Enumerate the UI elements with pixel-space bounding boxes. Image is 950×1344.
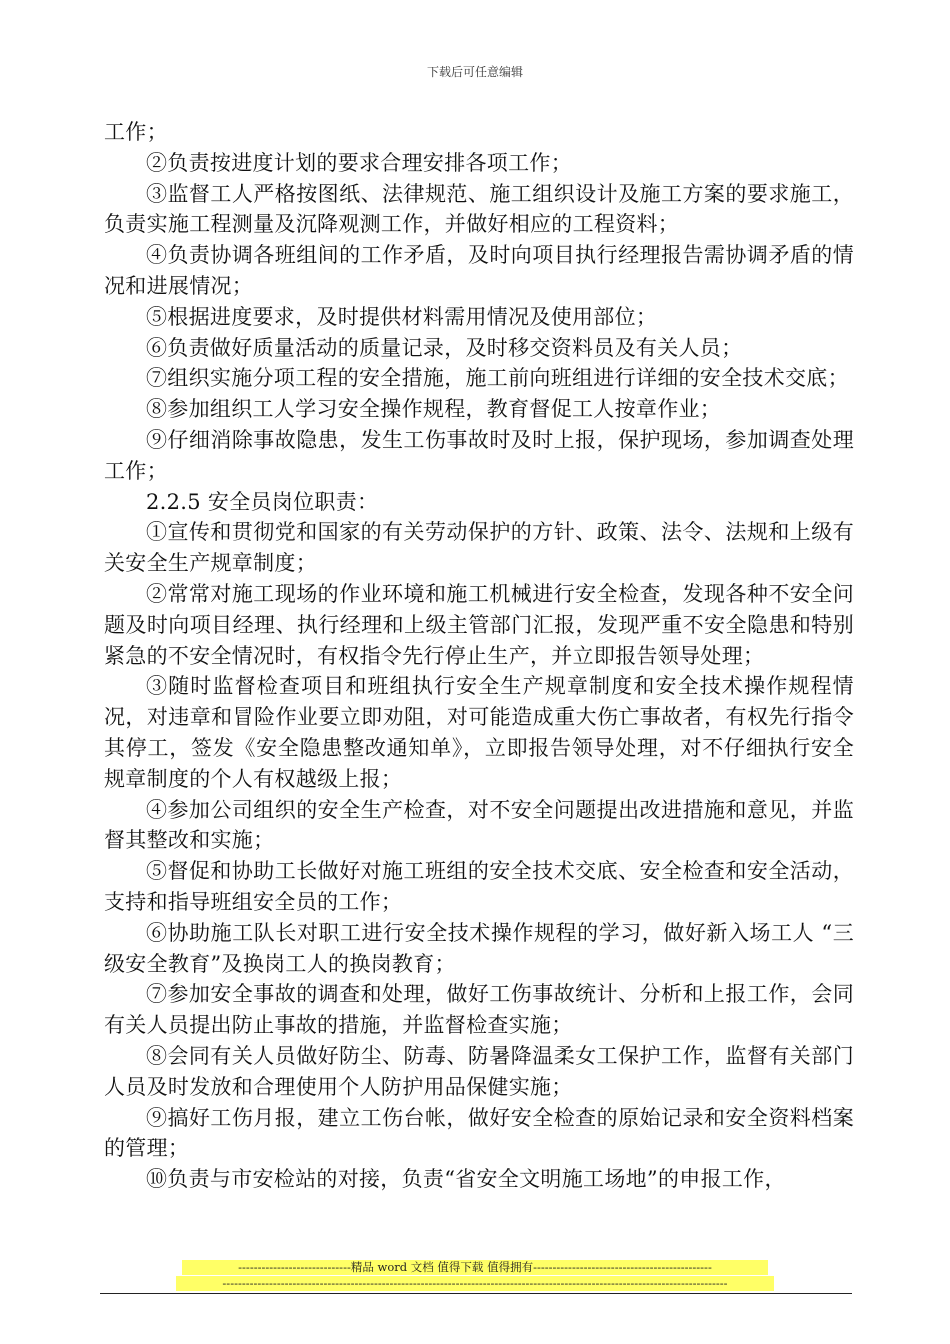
- footer-banner-dashes: [0, 1276, 950, 1292]
- paragraph: ⑦参加安全事故的调查和处理，做好工伤事故统计、分析和上报工作，会同有关人员提出防止事故的措施，并监督检查实施；: [104, 982, 854, 1038]
- paragraph: ④负责协调各班组间的工作矛盾，及时向项目执行经理报告需协调矛盾的情况和进展情况；: [104, 243, 854, 298]
- paragraph: ⑤根据进度要求，及时提供材料需用情况及使用部位；: [146, 304, 658, 329]
- section-heading: 2.2.5 安全员岗位职责：: [146, 489, 379, 514]
- paragraph: ⑧会同有关人员做好防尘、防毒、防暑降温柔女工保护工作，监督有关部门人员及时发放和合理使用个人防护用品保健实施；: [104, 1043, 854, 1099]
- paragraph: ⑥负责做好质量活动的质量记录，及时移交资料员及有关人员；: [146, 335, 743, 360]
- paragraph: ⑦组织实施分项工程的安全措施，施工前向班组进行详细的安全技术交底；: [146, 366, 849, 391]
- paragraph: ③随时监督检查项目和班组执行安全生产规章制度和安全技术操作规程情况，对违章和冒险作业要立即劝阻，对可能造成重大伤亡事故者，有权先行指令其停工，签发《安全隐患整改通知单》，立即报告领导处理，对不仔细执行安全规章制度的个人有权越级上报；: [104, 674, 854, 791]
- paragraph: ④参加公司组织的安全生产检查，对不安全问题提出改进措施和意见，并监督其整改和实施；: [104, 797, 854, 853]
- paragraph: ②常常对施工现场的作业环境和施工机械进行安全检查，发现各种不安全问题及时向项目经理、执行经理和上级主管部门汇报，发现严重不安全隐患和特别紧急的不安全情况时，有权指令先行停止生产，并立即报告领导处理；: [104, 581, 854, 668]
- paragraph: ②负责按进度计划的要求合理安排各项工作；: [146, 150, 572, 175]
- paragraph: ⑩负责与市安检站的对接，负责“省安全文明施工场地”的申报工作，: [146, 1167, 786, 1192]
- paragraph: ⑤督促和协助工长做好对施工班组的安全技术交底、安全检查和安全活动，支持和指导班组安全员的工作；: [104, 859, 854, 914]
- paragraph: ⑨仔细消除事故隐患，发生工伤事故时及时上报，保护现场，参加调查处理工作；: [104, 427, 854, 483]
- paragraph: ⑧参加组织工人学习安全操作规程，教育督促工人按章作业；: [146, 397, 722, 422]
- paragraph: ⑨搞好工伤月报，建立工伤台帐，做好安全检查的原始记录和安全资料档案的管理；: [104, 1105, 854, 1161]
- document-body: [104, 117, 854, 1195]
- footer-banner-text: -----------------------------精品 word 文档 值得下载 值得拥有----------------------------------------------: [182, 1260, 768, 1275]
- paragraph: ⑥协助施工队长对职工进行安全技术操作规程的学习，做好新入场工人 “三级安全教育”及换岗工人的换岗教育；: [104, 920, 854, 976]
- page-header-note: 下载后可任意编辑: [426, 65, 523, 79]
- footer-banner: [0, 1260, 950, 1276]
- paragraph: ③监督工人严格按图纸、法律规范、施工组织设计及施工方案的要求施工，负责实施工程测量及沉降观测工作，并做好相应的工程资料；: [104, 181, 854, 237]
- footer-divider: [100, 1293, 852, 1294]
- paragraph: 工作；: [104, 120, 168, 144]
- paragraph: ①宣传和贯彻党和国家的有关劳动保护的方针、政策、法令、法规和上级有关安全生产规章制度；: [104, 520, 854, 576]
- footer-banner-dash-line: ----------------------------------------------------------------------------------------------------------------------------------: [176, 1276, 774, 1291]
